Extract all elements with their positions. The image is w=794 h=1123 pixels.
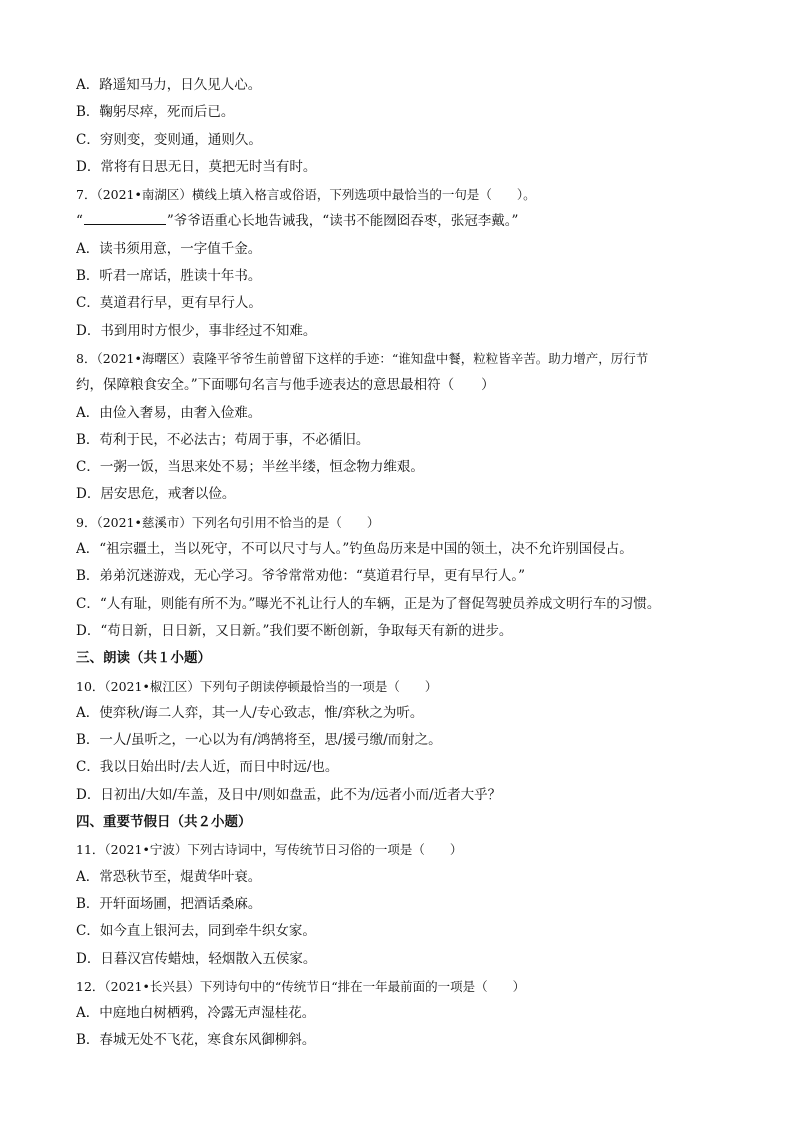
option-line: B．苟利于民，不必法古；苟周于事，不必循旧。 xyxy=(76,431,370,448)
section-heading-holidays: 四、重要节假日（共２小题） xyxy=(76,814,252,831)
blank-underline xyxy=(84,210,166,225)
question-8-continued: 约，保障粮食安全。”下面哪句名言与他手迹表达的意思最相符（ ） xyxy=(76,377,495,394)
fill-in-blank-line xyxy=(76,208,726,235)
option-line: B．开轩面场圃，把酒话桑麻。 xyxy=(76,895,262,912)
option-line: C．“人有耻，则能有所不为。”曝光不礼让行人的车辆，正是为了督促驾驶员养成文明行车的习惯。 xyxy=(76,595,661,612)
question-11: 11．（2021•宁波）下列古诗词中，写传统节日习俗的一项是（ ） xyxy=(76,842,463,858)
question-7: 7．（2021•南湖区）横线上填入格言或俗语，下列选项中最恰当的一句是（ ）。 xyxy=(76,187,536,203)
option-line: A．路遥知马力，日久见人心。 xyxy=(76,77,262,93)
option-line: A．读书须用意，一字值千金。 xyxy=(76,240,262,257)
option-line: A．中庭地白树栖鸦，冷露无声湿桂花。 xyxy=(76,1005,316,1022)
option-line: C．一粥一饭，当思来处不易；半丝半缕，恒念物力维艰。 xyxy=(76,459,424,476)
option-line: D．日暮汉宫传蜡烛，轻烟散入五侯家。 xyxy=(76,950,317,967)
option-line: D．“苟日新，日日新，又日新。”我们要不断创新，争取每天有新的进步。 xyxy=(76,622,513,639)
blank-line-text: ”爷爷语重心长地告诫我，“读书不能囫囵吞枣，张冠李戴。” xyxy=(166,213,519,230)
section-heading-reading: 三、朗读（共１小题） xyxy=(76,650,211,667)
question-10: 10．（2021•椒江区）下列句子朗读停顿最恰当的一项是（ ） xyxy=(76,678,438,694)
question-12: 12．（2021•长兴县）下列诗句中的“传统节日“排在一年最前面的一项是（ ） xyxy=(76,978,526,994)
option-line: B．一人/虽听之，一心以为有/鸿鹄将至，思/援弓缴/而射之。 xyxy=(76,732,442,749)
option-line: D．书到用时方恨少，事非经过不知难。 xyxy=(76,322,317,339)
option-line: B．春城无处不飞花，寒食东风御柳斜。 xyxy=(76,1032,316,1049)
option-line: A．由俭入奢易，由奢入俭难。 xyxy=(76,404,262,421)
option-line: C．穷则变，变则通，通则久。 xyxy=(76,131,262,148)
option-line: A．“祖宗疆土，当以死守，不可以尺寸与人。”钓鱼岛历来是中国的领土，决不允许别国侵占。 xyxy=(76,541,633,558)
option-line: A．使弈秋/诲二人弈，其一人/专心致志，惟/弈秋之为听。 xyxy=(76,704,424,721)
open-quote: “ xyxy=(76,213,83,230)
option-line: C．我以日始出时/去人近，而日中时远/也。 xyxy=(76,759,339,776)
option-line: C．莫道君行早，更有早行人。 xyxy=(76,295,262,312)
option-line: B．听君一席话，胜读十年书。 xyxy=(76,268,262,285)
question-8: 8．（2021•海曙区）袁隆平爷爷生前曾留下这样的手迹：“谁知盘中餐，粒粒皆辛苦。助力增产，厉行节 xyxy=(76,350,649,366)
option-line: D．居安思危，戒奢以俭。 xyxy=(76,486,236,503)
option-line: B．弟弟沉迷游戏，无心学习。爷爷常常劝他：“莫道君行早，更有早行人。” xyxy=(76,568,525,585)
option-line: C．如今直上银河去，同到牵牛织女家。 xyxy=(76,923,316,940)
option-line: B．鞠躬尽瘁，死而后已。 xyxy=(76,104,235,121)
question-list xyxy=(76,72,726,1055)
option-line: D．常将有日思无日，莫把无时当有时。 xyxy=(76,158,317,175)
question-9: 9．（2021•慈溪市）下列名句引用不恰当的是（ ） xyxy=(76,514,380,530)
option-line: A．常恐秋节至，焜黄华叶衰。 xyxy=(76,868,262,885)
option-line: D．日初出/大如/车盖，及日中/则如盘盂，此不为/远者小而/近者大乎？ xyxy=(76,786,502,803)
